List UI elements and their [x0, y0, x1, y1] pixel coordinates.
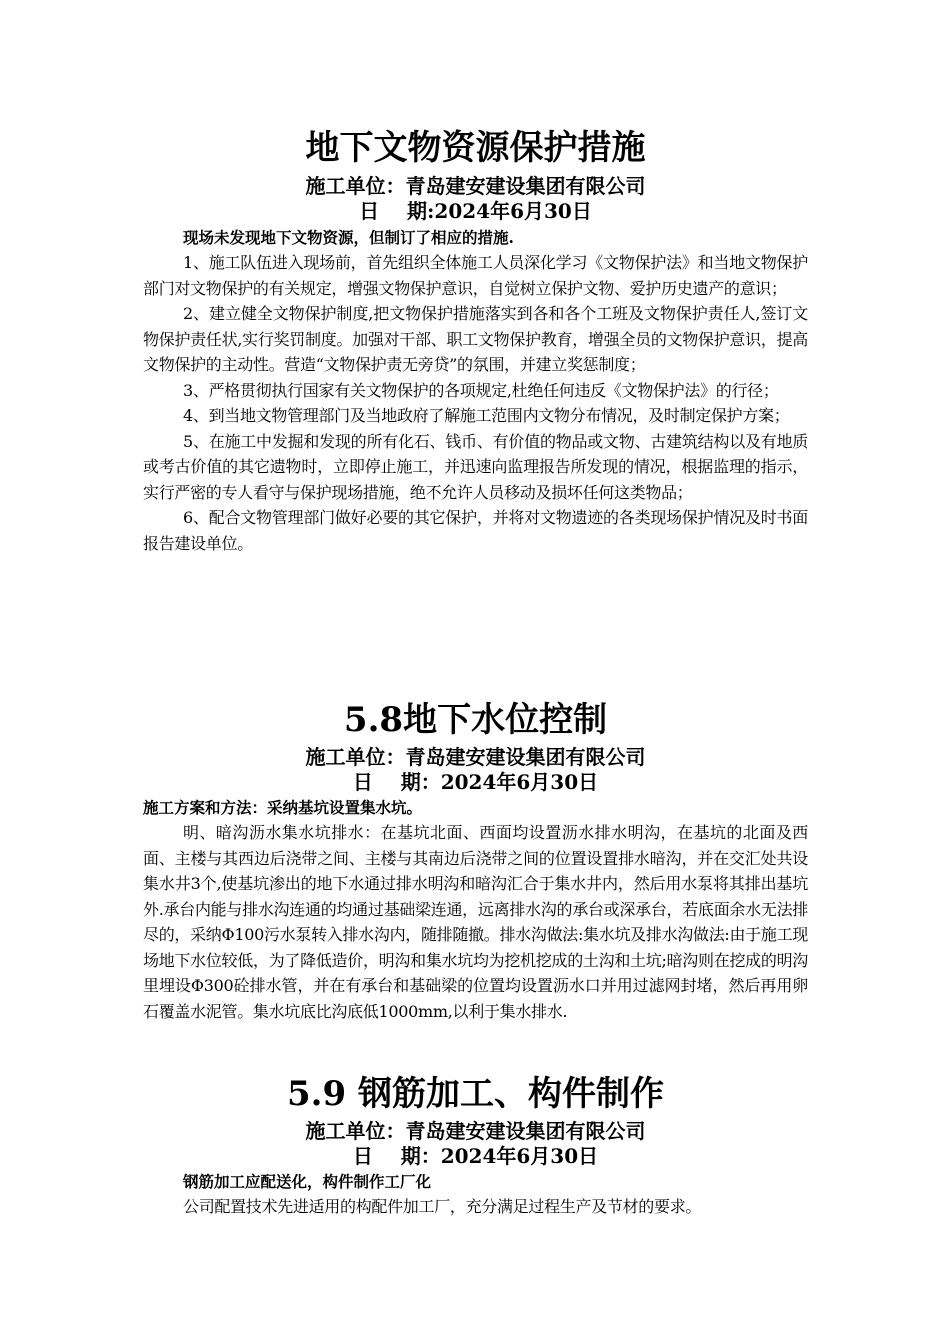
- paragraph: 6、配合文物管理部门做好必要的其它保护，并将对文物遗迹的各类现场保护情况及时书面报告建设单位。: [143, 508, 808, 553]
- construction-unit: 施工单位：青岛建安建设集团有限公司: [305, 1119, 646, 1143]
- section-groundwater-control: [143, 698, 808, 1024]
- paragraph: 3、严格贯彻执行国家有关文物保护的各项规定,杜绝任何违反《文物保护法》的行径；: [183, 380, 779, 400]
- section-lead: 现场未发现地下文物资源，但制订了相应的措施.: [183, 228, 514, 247]
- paragraph: 1、施工队伍进入现场前，首先组织全体施工人员深化学习《文物保护法》和当地文物保护部门对文物保护的有关规定，增强文物保护意识，自觉树立保护文物、爱护历史遗产的意识；: [143, 253, 808, 298]
- section-rebar-processing: [143, 1072, 808, 1220]
- date-line: 日 期：2024年6月30日: [352, 770, 599, 794]
- paragraph: 明、暗沟沥水集水坑排水：在基坑北面、西面均设置沥水排水明沟，在基坑的北面及西面、主楼与其西边后浇带之间、主楼与其南边后浇带之间的位置设置排水暗沟，并在交汇处共设集水井3个,使基坑渗出的地下水通过排水明沟和暗沟汇合于集水井内，然后用水泵将其排出基坑外.承台内能与排水沟连通的均通过基础梁连通，远离排水沟的承台或深承台，若底面余水无法排尽的，采纳Φ100污水泵转入排水沟内，随排随撤。排水沟做法:集水坑及排水沟做法:由于施工现场地下水位较低，为了降低造价，明沟和集水坑均为挖机挖成的土沟和土坑;暗沟则在挖成的明沟里埋设Φ300砼排水管，并在有承台和基础梁的位置均设置沥水口并用过滤网封堵，然后再用卵石覆盖水泥管。集水坑底比沟底低1000mm,以利于集水排水.: [143, 823, 808, 1021]
- section-title: 地下文物资源保护措施: [305, 128, 646, 168]
- section-title: 5.9 钢筋加工、构件制作: [287, 1074, 664, 1114]
- date-line: 日 期：2024年6月30日: [352, 1144, 599, 1168]
- section-lead: 钢筋加工应配送化，构件制作工厂化: [183, 1172, 432, 1191]
- paragraph: 2、建立健全文物保护制度,把文物保护措施落实到各和各个工班及文物保护责任人,签订文物保护责任状,实行奖罚制度。加强对干部、职工文物保护教育，增强全员的文物保护意识，提高文物保护的主动性。营造“文物保护责无旁贷”的氛围，并建立奖惩制度；: [143, 304, 808, 374]
- date-line: 日 期:2024年6月30日: [359, 199, 592, 223]
- section-cultural-relics: [143, 126, 808, 556]
- construction-unit: 施工单位：青岛建安建设集团有限公司: [305, 745, 646, 769]
- section-lead: 施工方案和方法：采纳基坑设置集水坑。: [143, 798, 423, 817]
- construction-unit: 施工单位：青岛建安建设集团有限公司: [305, 174, 646, 198]
- paragraph: 公司配置技术先进适用的构配件加工厂，充分满足过程生产及节材的要求。: [183, 1197, 702, 1216]
- paragraph: 5、在施工中发掘和发现的所有化石、钱币、有价值的物品或文物、古建筑结构以及有地质或考古价值的其它遗物时，立即停止施工，并迅速向监理报告所发现的情况，根据监理的指示，实行严密的专人看守与保护现场措施，绝不允许人员移动及损坏任何这类物品；: [143, 431, 808, 502]
- section-title: 5.8地下水位控制: [343, 700, 608, 740]
- paragraph: 4、到当地文物管理部门及当地政府了解施工范围内文物分布情况，及时制定保护方案；: [183, 406, 790, 425]
